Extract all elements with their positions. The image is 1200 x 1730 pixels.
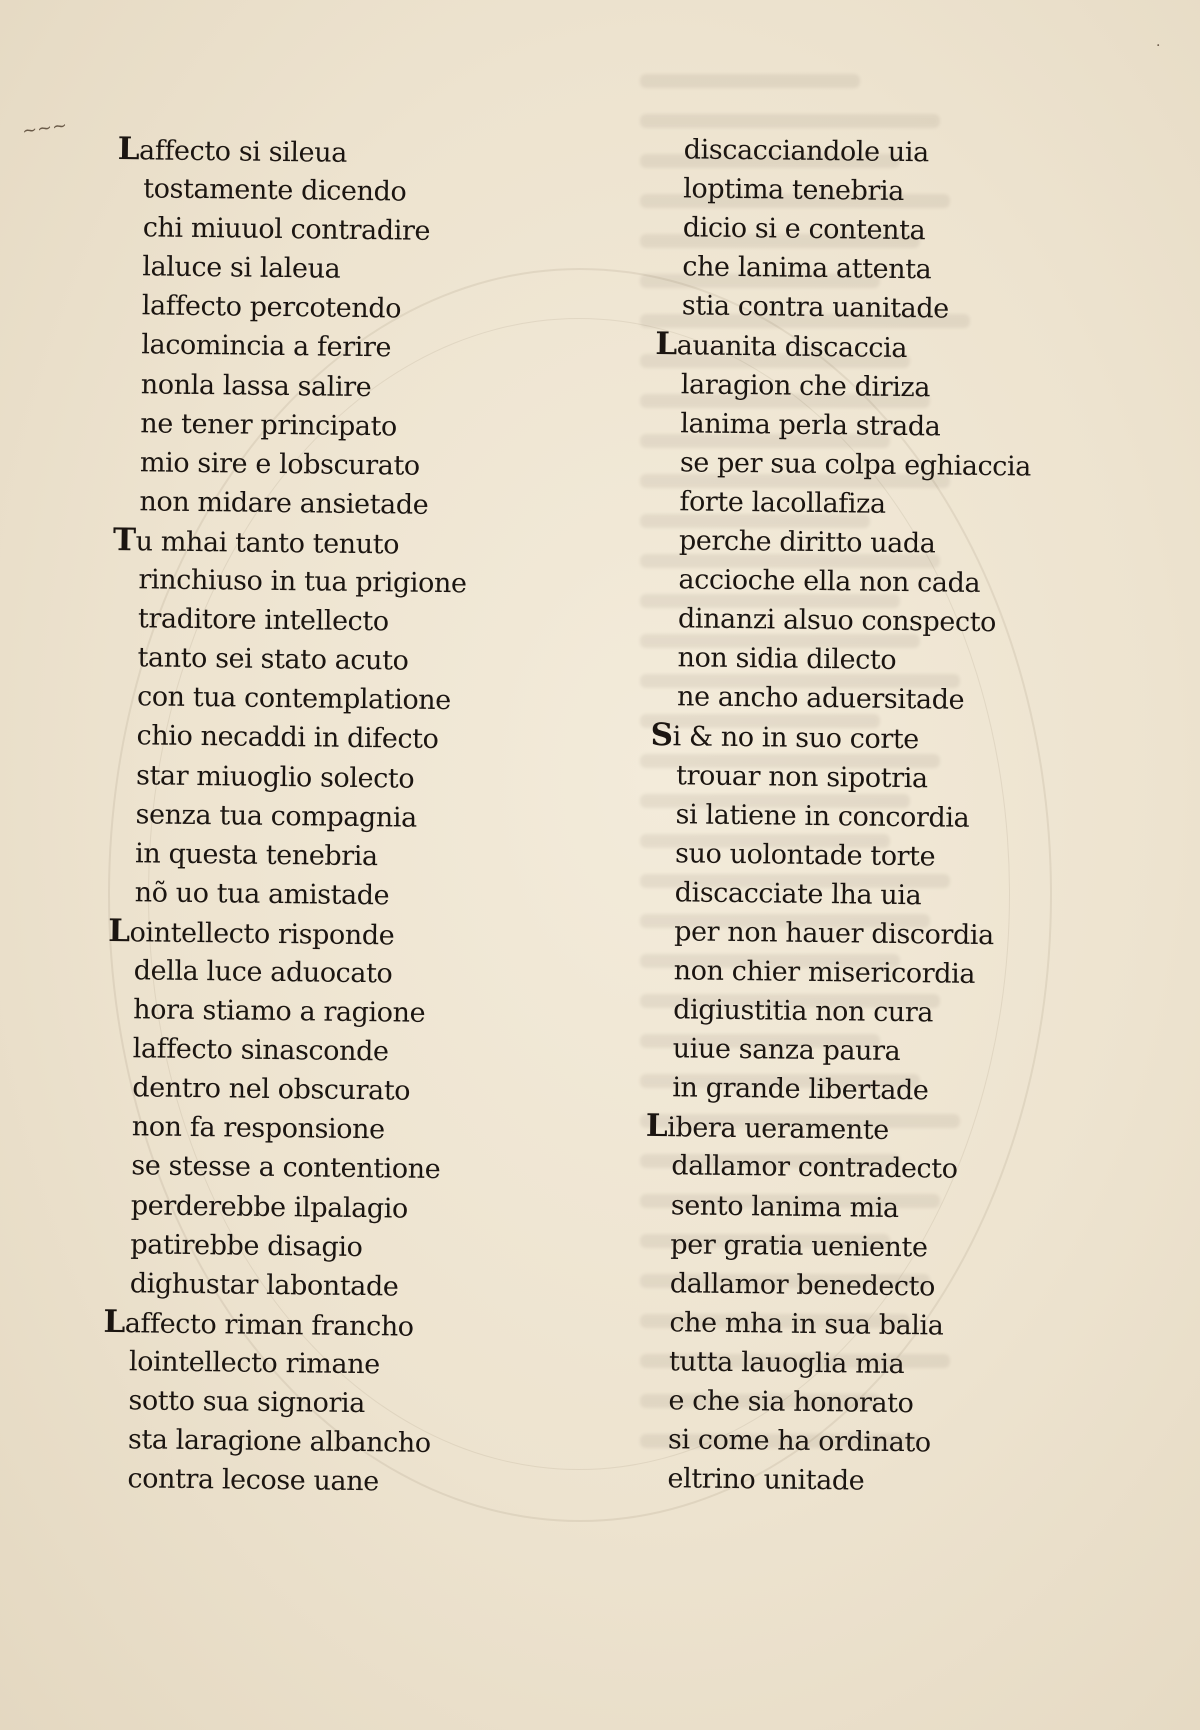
verse-line: laffecto percotendo — [141, 290, 402, 325]
verse-line: eltrino unitade — [667, 1463, 865, 1497]
verse-line: ne ancho aduersitade — [676, 681, 965, 717]
stanza-initial: L — [107, 912, 130, 950]
verse-line — [646, 1107, 1166, 1152]
verse-line — [113, 521, 633, 566]
verse-line: perche diritto uada — [678, 525, 936, 560]
verse-line: rinchiuso in tua prigione — [138, 564, 467, 600]
verse-line — [655, 325, 1175, 370]
verse-line: non fa responsione — [131, 1111, 385, 1146]
verse-line: tanto sei stato acuto — [137, 642, 409, 677]
verse-line: non midare ansietade — [139, 486, 429, 521]
verse-line: lacomincia a ferire — [141, 329, 392, 364]
verse-line — [108, 912, 628, 957]
verse-text: ibera ueramente — [667, 1112, 890, 1147]
margin-dot: · — [1156, 38, 1161, 54]
verse-line: traditore intellecto — [137, 603, 389, 638]
verse-line: nonla lassa salire — [140, 368, 372, 403]
verse-line: dallamor contradecto — [671, 1150, 958, 1186]
verse-line: della luce aduocato — [133, 955, 393, 990]
stanza-initial: L — [117, 130, 140, 168]
verse-line: suo uolontade torte — [674, 837, 936, 873]
stanza-initial: L — [645, 1108, 668, 1145]
verse-line: con tua contemplatione — [136, 681, 452, 717]
verse-line: sta laragione albancho — [127, 1424, 431, 1460]
stanza-initial: L — [103, 1303, 126, 1340]
verse-line: discacciate lha uia — [674, 877, 922, 912]
verse-line: non sidia dilecto — [677, 642, 897, 677]
verse-line: sento lanima mia — [670, 1189, 899, 1224]
verse-line: se stesse a contentione — [131, 1150, 441, 1186]
verse-line: trouar non sipotria — [675, 759, 928, 794]
verse-line: contra lecose uane — [127, 1463, 379, 1498]
verse-line: che lanima attenta — [682, 251, 932, 286]
verse-line: stia contra uanitade — [681, 290, 949, 325]
verse-line: loptima tenebria — [683, 173, 905, 208]
verse-line: senza tua compagnia — [135, 798, 418, 834]
verse-line: forte lacollafiza — [679, 486, 886, 520]
verse-line: laffecto sinasconde — [132, 1033, 389, 1068]
verse-line — [118, 130, 638, 175]
verse-line: mio sire e lobscurato — [139, 447, 420, 482]
verse-text: u mhai tanto tenuto — [135, 526, 400, 561]
verse-text: ointellecto risponde — [129, 917, 395, 952]
verse-text: affecto si sileua — [138, 135, 348, 169]
verse-line: patirebbe disagio — [130, 1228, 363, 1263]
verse-line: sotto sua signoria — [128, 1385, 366, 1420]
verse-text: i & no in suo corte — [672, 721, 920, 756]
verse-line: hora stiamo a ragione — [133, 994, 426, 1029]
verse-line: uiue sanza paura — [672, 1033, 901, 1068]
verse-line: che mha in sua balia — [669, 1307, 944, 1342]
verse-line: ne tener principato — [140, 407, 398, 443]
verse-line: perderebbe ilpalagio — [130, 1189, 409, 1225]
verse-line: star miuoglio solecto — [135, 759, 415, 795]
verse-line: acciochе ella non cada — [678, 564, 981, 599]
verse-line: per gratia ueniente — [670, 1228, 928, 1264]
stanza-initial: T — [112, 521, 136, 559]
verse-line: chi miuuol contradire — [142, 212, 431, 248]
verse-line: per non hauer discordia — [674, 916, 994, 952]
left-column — [101, 130, 638, 1505]
verse-text: auanita discaccia — [676, 330, 908, 365]
verse-line: lointellecto rimane — [128, 1346, 380, 1381]
verse-line — [650, 716, 1170, 761]
verse-line: laragion che diriza — [680, 368, 931, 403]
verse-line: e che sia honorato — [668, 1385, 914, 1420]
margin-mark: ~~~ — [20, 114, 69, 143]
verse-line: si latiene in concordia — [675, 798, 970, 834]
verse-line: dallamor benedecto — [669, 1267, 936, 1303]
verse-line: non chier misericordia — [673, 955, 976, 990]
verse-line: tutta lauoglia mia — [668, 1346, 905, 1381]
stanza-initial: L — [655, 326, 678, 363]
verse-line: dicio si e contenta — [682, 212, 926, 247]
verse-line: si come ha ordinato — [667, 1424, 931, 1459]
verse-text: affecto riman francho — [124, 1307, 414, 1343]
verse-line: tostamente dicendo — [143, 173, 407, 208]
verse-line — [103, 1303, 623, 1348]
verse-line: discacciandole uia — [683, 134, 929, 169]
verse-line: in questa tenebria — [134, 837, 378, 872]
verse-line: laluce si laleua — [142, 251, 341, 286]
verse-line: chio necaddi in difecto — [136, 720, 439, 756]
right-column — [641, 130, 1178, 1505]
verse-line: se per sua colpa eghiaccia — [679, 447, 1032, 483]
verse-line: nõ uo tua amistade — [134, 877, 390, 912]
verse-line: dighustar labontade — [129, 1267, 399, 1303]
verse-line: dentro nel obscurato — [132, 1072, 411, 1107]
stanza-initial: S — [650, 717, 673, 754]
verse-line: lanima perla strada — [680, 407, 941, 443]
verse-line: in grande libertade — [672, 1072, 929, 1107]
verse-line: dinanzi alsuo conspecto — [677, 603, 997, 639]
verse-line: digiustitia non cura — [673, 994, 934, 1029]
